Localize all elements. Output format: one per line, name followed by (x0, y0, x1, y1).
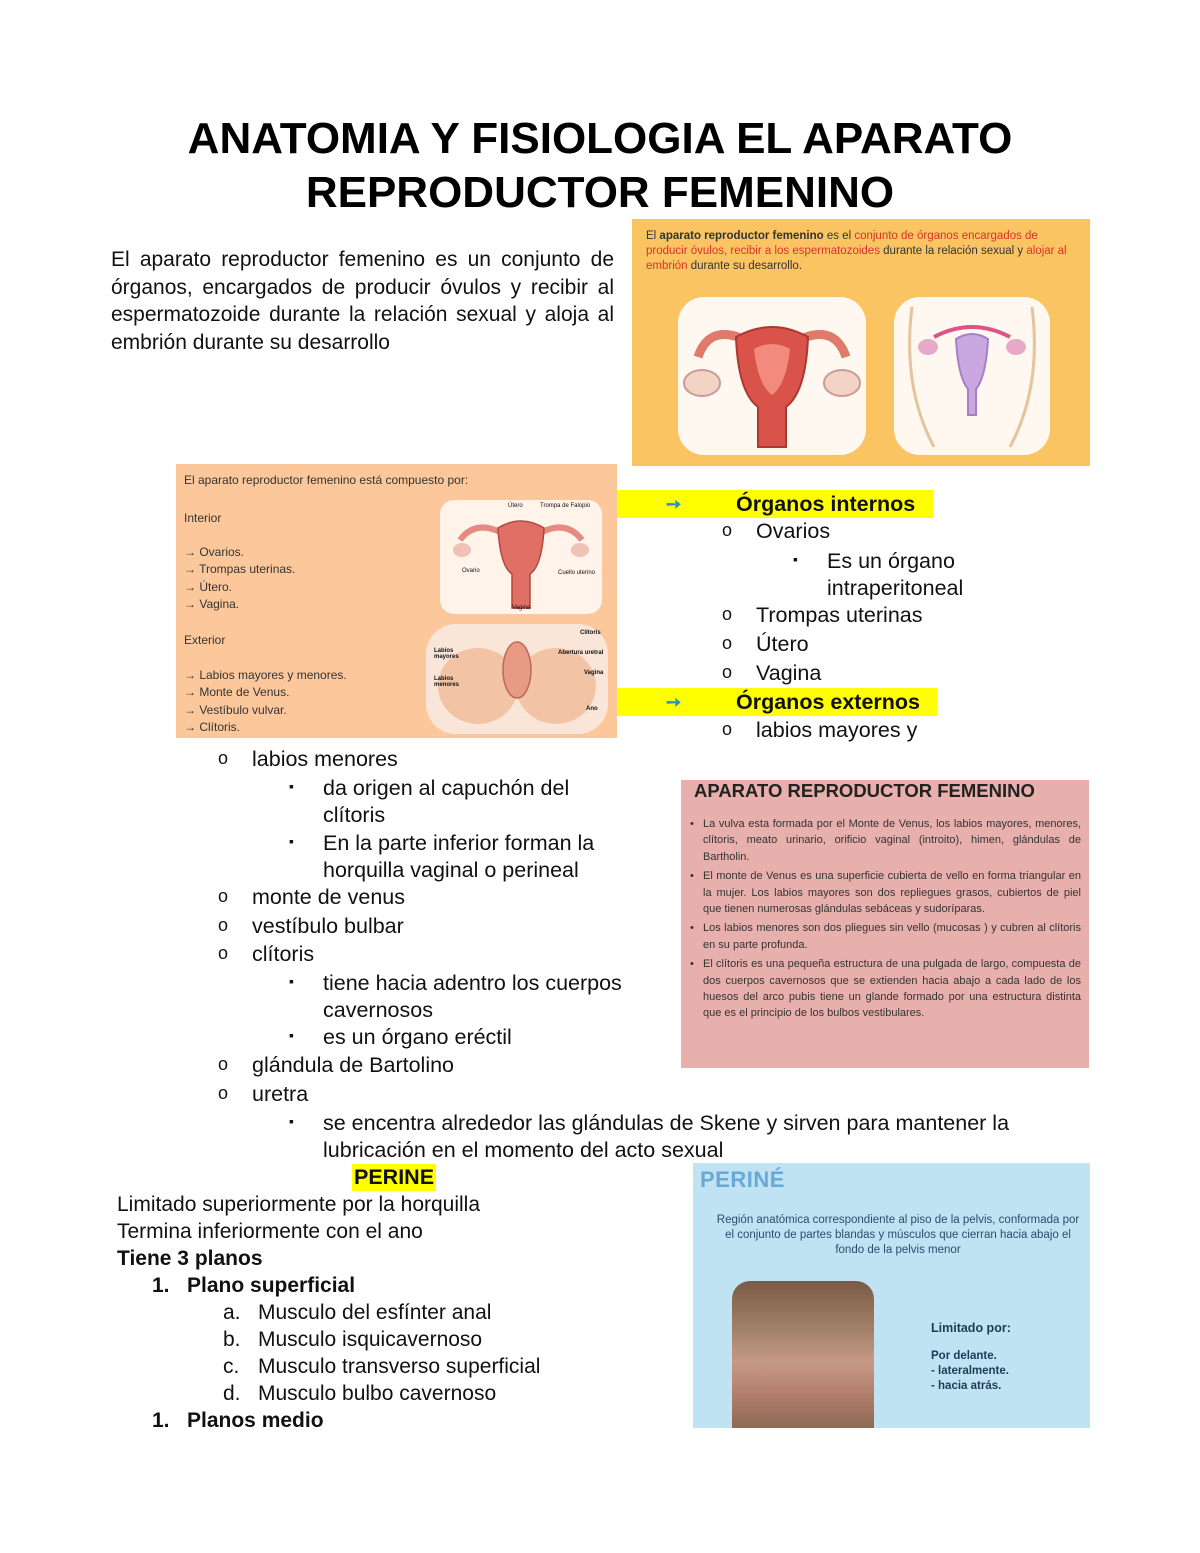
square-bullet-icon: ▪ (289, 833, 294, 849)
heading-perine: PERINE (354, 1165, 435, 1189)
circle-bullet-icon: o (722, 633, 733, 653)
page-title: ANATOMIA Y FISIOLOGIA EL APARATO REPRODUCTOR FEMENINO (187, 114, 1013, 217)
item-vagina: Vagina (756, 661, 822, 685)
circle-bullet-icon: o (722, 662, 733, 682)
perine-planos: Tiene 3 planos (117, 1247, 263, 1270)
item-clitoris: clítoris (252, 942, 315, 966)
item-organo-intraperitoneal-cont: intraperitoneal (827, 576, 964, 600)
musculo-bulbo-cavernoso: Musculo bulbo cavernoso (258, 1382, 497, 1405)
plano-superficial: Plano superficial (187, 1274, 356, 1297)
list-item: • Los labios menores son dos pliegues sin vello (mucosas ) y cubren al clítoris en su parte profunda. (689, 920, 1081, 953)
item-vestibulo: vestíbulo bulbar (252, 914, 404, 938)
item-labios-menores: labios menores (252, 747, 398, 771)
list-number: 1. (152, 1274, 170, 1297)
figure-components: El aparato reproductor femenino está compuesto por: Interior → Ovarios. → Trompas uterinas. → Útero. → Vagina. Exterior → Labios mayores y menores. → Monte de Venus. → Vestíbulo vulvar. → Clítoris. Útero Trompa de Falopio Ovario Cuello uterino Vagina Clítoris Labios mayores Abertura uretral Labios menores Vagina Ano (176, 464, 617, 738)
arrow-icon: ➙ (666, 494, 682, 514)
pelvis-illustration (894, 297, 1050, 455)
perine-line-2: Termina inferiormente con el ano (117, 1220, 423, 1243)
external-organs-diagram: Clítoris Labios mayores Abertura uretral Labios menores Vagina Ano (426, 624, 608, 734)
circle-bullet-icon: o (722, 520, 733, 540)
list-letter: b. (223, 1328, 241, 1351)
list-letter: c. (223, 1355, 240, 1378)
musculo-isquicavernoso: Musculo isquicavernoso (258, 1328, 483, 1351)
square-bullet-icon: ▪ (793, 551, 798, 567)
item-capuchon: da origen al capuchón del (323, 776, 570, 800)
item-horquilla-cont: horquilla vaginal o perineal (323, 858, 579, 882)
figure-caption: El aparato reproductor femenino es el conjunto de órganos encargados de producir óvulos, recibir a los espermatozoides durante la relación sexual y alojar al embrión durante su desarrollo. (646, 230, 1067, 272)
square-bullet-icon: ▪ (289, 778, 294, 794)
planos-medio: Planos medio (187, 1409, 324, 1432)
figure-vulva-text: APARATO REPRODUCTOR FEMENINO • La vulva esta formada por el Monte de Venus, los labios mayores, menores, clítoris, meato urinario, orificio vaginal (introito), himen, glándulas de Bartholin. • El monte de Venus es una superficie cubierta de vello en forma triangular en la mujer. Los labios mayores son dos repliegues grasos, cubiertos de piel que tienen numerosas glándulas sebáceas y sudoríparas. • Los labios menores son dos pliegues sin vello (mucosas ) y cubren al clítoris en su parte profunda. • El clítoris es una pequeña estructura de una pulgada de largo, compuesta de dos cuerpos cavernosos que se extienden hacia abajo a cada lado de los huesos del arco pubis tiene un glande formado por una estructura distinta que es el principio de los bulbos vestibulares. (681, 780, 1089, 1068)
item-skene: se encentra alrededor las glándulas de Skene y sirven para mantener la (323, 1111, 1010, 1135)
item-monte-venus: monte de venus (252, 885, 405, 909)
item-glandula-bartolino: glándula de Bartolino (252, 1053, 455, 1077)
list-item: • El clítoris es una pequeña estructura de una pulgada de largo, compuesta de dos cuerpos cavernosos que se extienden hacia abajo a cada lado de los huesos del arco pubis tiene un glande formado por una estructura distinta que es el principio de los bulbos vestibulares. (689, 956, 1081, 1022)
heading-organos-externos: Órganos externos (736, 690, 920, 714)
internal-organs-diagram: Útero Trompa de Falopio Ovario Cuello uterino Vagina (440, 500, 602, 614)
item-organo-erectil: es un órgano eréctil (323, 1025, 512, 1049)
figure-uterus-overview (632, 219, 1090, 466)
musculo-transverso: Musculo transverso superficial (258, 1355, 541, 1378)
item-uretra: uretra (252, 1082, 309, 1106)
figure-bullet-list (689, 816, 1081, 1025)
item-trompas: Trompas uterinas (756, 603, 923, 627)
item-horquilla: En la parte inferior forman la (323, 831, 595, 855)
list-item: • La vulva esta formada por el Monte de Venus, los labios mayores, menores, clítoris, meato urinario, orificio vaginal (introito), himen, glándulas de Bartholin. (689, 816, 1081, 865)
circle-bullet-icon: o (722, 719, 733, 739)
circle-bullet-icon: o (722, 604, 733, 624)
square-bullet-icon: ▪ (289, 1113, 294, 1129)
circle-bullet-icon: o (218, 915, 229, 935)
perine-line-1: Limitado superiormente por la horquilla (117, 1193, 481, 1216)
circle-bullet-icon: o (218, 748, 229, 768)
figure-perine: PERINÉ Región anatómica correspondiente al piso de la pelvis, conformada por el conjunto de partes blandas y músculos que cierran hacia abajo el fondo de la pelvis menor Limitado por: Por delante. - lateralmente. - hacia atrás. (693, 1163, 1090, 1428)
circle-bullet-icon: o (218, 1083, 229, 1103)
list-item: • El monte de Venus es una superficie cubierta de vello en forma triangular en la mujer. Los labios mayores son dos repliegues grasos, cubiertos de piel que tienen numerosas glándulas sebáceas y sudoríparas. (689, 868, 1081, 917)
circle-bullet-icon: o (218, 886, 229, 906)
uterus-illustration (678, 297, 866, 455)
arrow-icon: ➙ (666, 692, 682, 712)
item-ovarios: Ovarios (756, 519, 831, 543)
circle-bullet-icon: o (218, 943, 229, 963)
perine-photo (732, 1281, 874, 1428)
item-organo-intraperitoneal: Es un órgano (827, 549, 955, 573)
list-letter: a. (223, 1301, 241, 1324)
item-capuchon-cont: clítoris (323, 803, 386, 827)
intro-paragraph: El aparato reproductor femenino es un conjunto de órganos, encargados de producir óvulos y recibir al espermatozoide durante la relación sexual y aloja al embrión durante su desarrollo (111, 248, 614, 354)
item-cuerpos-cavernosos-cont: cavernosos (323, 998, 433, 1022)
list-letter: d. (223, 1382, 241, 1405)
circle-bullet-icon: o (218, 1054, 229, 1074)
square-bullet-icon: ▪ (289, 1027, 294, 1043)
square-bullet-icon: ▪ (289, 973, 294, 989)
item-labios-mayores: labios mayores y (756, 718, 918, 742)
musculo-esfinter: Musculo del esfínter anal (258, 1301, 492, 1324)
list-number: 1. (152, 1409, 170, 1432)
item-cuerpos-cavernosos: tiene hacia adentro los cuerpos (323, 971, 622, 995)
heading-organos-internos: Órganos internos (736, 492, 916, 516)
item-utero: Útero (756, 632, 809, 656)
item-skene-cont: lubricación en el momento del acto sexual (323, 1138, 724, 1162)
